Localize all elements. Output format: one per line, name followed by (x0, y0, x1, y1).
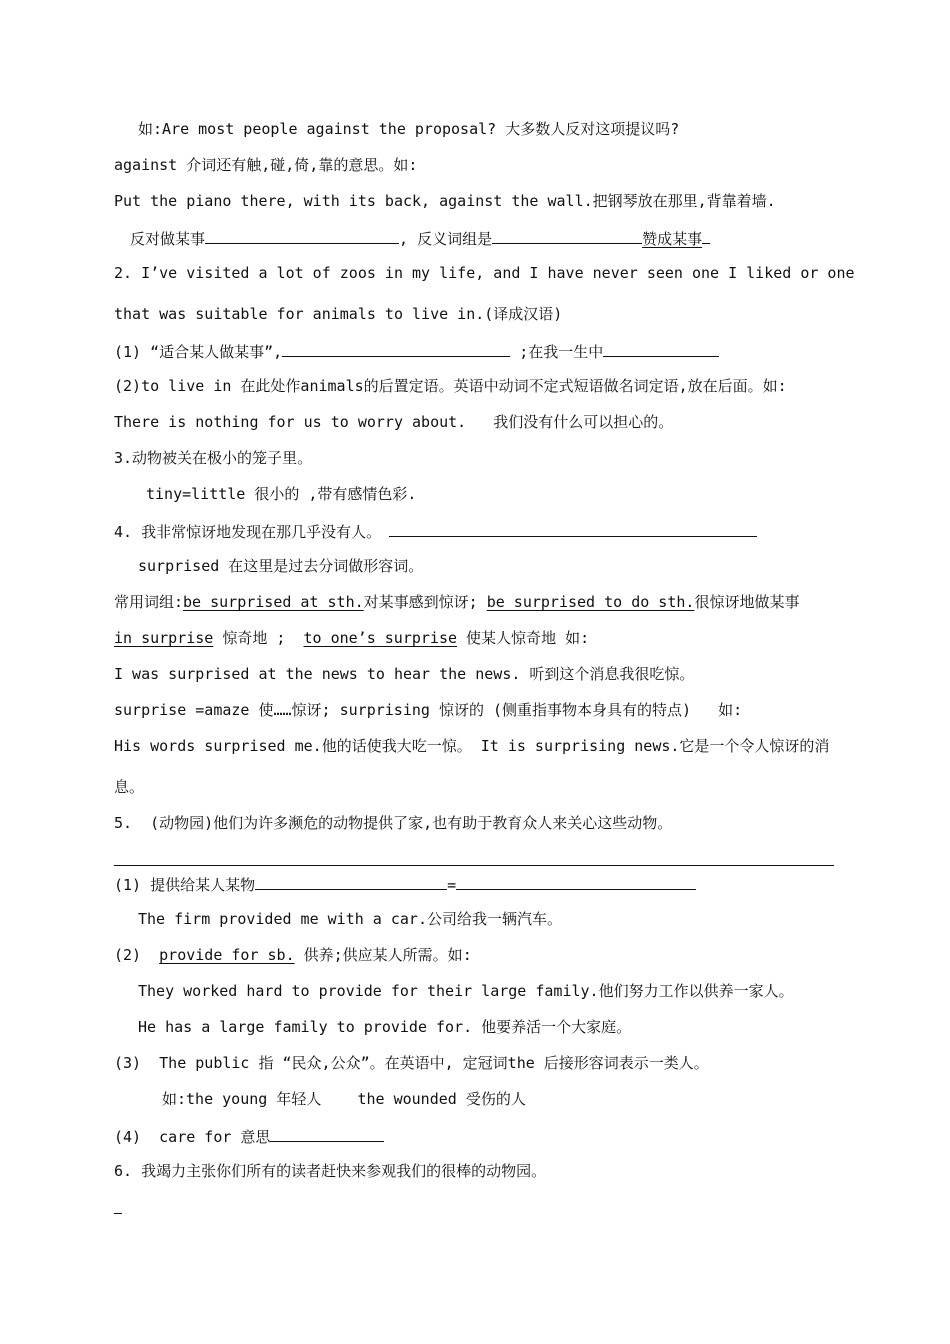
text-line: surprise =amaze 使……惊讶; surprising 惊讶的 (侧重指事物本身具有的特点) 如: (114, 701, 743, 719)
text-span: (4) care for 意思 (114, 1128, 271, 1146)
phrase: be surprised at sth. (183, 593, 364, 611)
example-line: Put the piano there, with its back, against the wall.把钢琴放在那里,背靠着墙. (114, 192, 776, 210)
answer-line[interactable] (114, 1213, 122, 1214)
question-line: 5. (动物园)他们为许多濒危的动物提供了家,也有助于教育众人来关心这些动物。 (114, 814, 673, 832)
example-line: 如:Are most people against the proposal? 大多数人反对这项提议吗? (138, 120, 680, 138)
question-line: 2. I’ve visited a lot of zoos in my life, and I have never seen one I liked or one (114, 264, 855, 282)
text-span: = (447, 876, 457, 894)
text-line: (3) The public 指 “民众,公众”。在英语中, 定冠词the 后接形容词表示一类人。 (114, 1054, 709, 1072)
question-line: 3.动物被关在极小的笼子里。 (114, 449, 313, 467)
example-line: He has a large family to provide for. 他要养活一个大家庭。 (138, 1018, 632, 1036)
phrase-line (114, 945, 472, 965)
phrase: to one’s surprise (303, 629, 458, 647)
answer-blank[interactable] (255, 873, 447, 890)
answer-blank[interactable] (389, 520, 757, 537)
text-span: (2) (114, 946, 160, 964)
text-span: 很惊讶地做某事 (694, 593, 800, 611)
text-span: 供养;供应某人所需。如: (294, 946, 472, 964)
phrase-line (114, 592, 799, 612)
exercise-line (114, 520, 757, 542)
answer-blank[interactable] (282, 340, 510, 357)
text-span: (1) 提供给某人某物 (114, 876, 256, 894)
phrase: provide for sb. (159, 946, 295, 964)
text-span: , 反义词组是 (399, 230, 493, 248)
answer-blank[interactable] (702, 227, 710, 244)
exercise-line (130, 227, 710, 249)
answer-blank[interactable] (603, 340, 719, 357)
example-line: They worked hard to provide for their large family.他们努力工作以供养一家人。 (138, 982, 794, 1000)
phrase: in surprise (114, 629, 214, 647)
example-line: His words surprised me.他的话使我大吃一惊。 It is surprising news.它是一个令人惊讶的消 (114, 737, 830, 755)
answer-blank[interactable] (270, 1125, 384, 1142)
text-line: (2)to live in 在此处作animals的后置定语。英语中动词不定式短语做名词定语,放在后面。如: (114, 377, 787, 395)
text-span: ;在我一生中 (510, 343, 604, 361)
text-line: against 介词还有触,碰,倚,靠的意思。如: (114, 156, 418, 174)
exercise-line (114, 873, 696, 895)
text-span: (1) “适合某人做某事”, (114, 343, 283, 361)
example-line: I was surprised at the news to hear the news. 听到这个消息我很吃惊。 (114, 665, 695, 683)
text-span: 使某人惊奇地 如: (457, 629, 590, 647)
answer-blank[interactable] (205, 227, 399, 244)
exercise-line (114, 1125, 384, 1147)
answer-blank[interactable] (492, 227, 642, 244)
example-line: 如:the young 年轻人 the wounded 受伤的人 (162, 1090, 526, 1108)
question-line: that was suitable for animals to live in.(译成汉语) (114, 305, 563, 323)
text-span: 反对做某事 (130, 230, 206, 248)
text-line: surprised 在这里是过去分词做形容词。 (138, 557, 424, 575)
example-line: The firm provided me with a car.公司给我一辆汽车。 (138, 910, 562, 928)
text-line: tiny=little 很小的 ,带有感情色彩. (146, 485, 417, 503)
question-line: 6. 我竭力主张你们所有的读者赶快来参观我们的很棒的动物园。 (114, 1162, 547, 1180)
phrase-line (114, 628, 589, 648)
answer-blank[interactable] (456, 873, 696, 890)
exercise-line (114, 340, 719, 362)
text-span: 常用词组: (114, 593, 184, 611)
text-span: 4. 我非常惊讶地发现在那几乎没有人。 (114, 523, 382, 541)
text-span: 对某事感到惊讶; (363, 593, 487, 611)
example-line: There is nothing for us to worry about. 我们没有什么可以担心的。 (114, 413, 674, 431)
underlined-answer: 赞成某事 (642, 230, 703, 248)
phrase: be surprised to do sth. (486, 593, 695, 611)
text-span: 惊奇地 ; (213, 629, 304, 647)
answer-line[interactable] (114, 865, 834, 866)
example-line: 息。 (114, 778, 145, 796)
